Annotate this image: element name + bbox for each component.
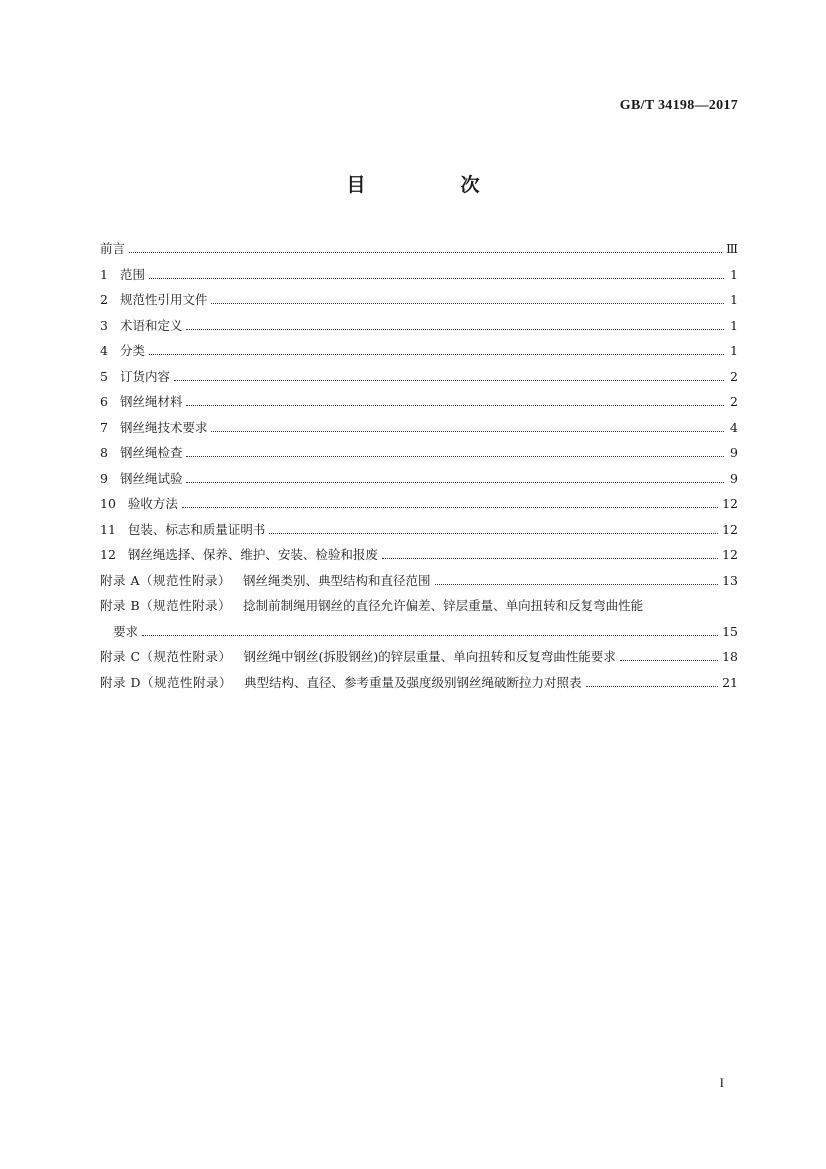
dot-leader — [586, 686, 719, 687]
toc-entry-label: 术语和定义 — [119, 317, 183, 333]
toc-entry-label: 捻制前制绳用钢丝的直径允许偏差、锌层重量、单向扭转和反复弯曲性能 — [243, 598, 644, 613]
table-of-contents — [100, 236, 738, 695]
toc-entry-page: 4 — [730, 419, 738, 435]
dot-leader — [620, 660, 718, 661]
toc-entry-label: 分类 — [119, 343, 145, 358]
toc-entry-page: 21 — [722, 674, 738, 690]
toc-entry-label: 规范性引用文件 — [119, 292, 208, 307]
toc-entry-2[interactable] — [100, 287, 738, 313]
toc-entry-page: 15 — [722, 623, 738, 639]
page-title: 目 次 — [346, 174, 518, 196]
dot-leader — [186, 329, 724, 330]
toc-entry-label: 钢丝绳材料 — [119, 394, 183, 409]
dot-leader — [382, 558, 718, 559]
dot-leader — [149, 354, 724, 355]
toc-entry-8[interactable] — [100, 440, 738, 466]
standard-code: GB/T 34198—2017 — [619, 98, 738, 113]
toc-entry-annex-d[interactable] — [100, 670, 738, 696]
toc-entry-page: 12 — [722, 521, 738, 537]
toc-entry-3[interactable] — [100, 313, 738, 339]
dot-leader — [211, 303, 724, 304]
toc-entry-annex-b-continued[interactable] — [100, 619, 738, 645]
dot-leader — [149, 278, 724, 279]
toc-entry-9[interactable] — [100, 466, 738, 492]
toc-entry-label: 前言 — [100, 241, 126, 256]
page-number: I — [719, 1075, 724, 1090]
toc-entry-number: 1 — [100, 266, 108, 282]
toc-entry-label: 钢丝绳类别、典型结构和直径范围 — [243, 572, 431, 588]
toc-entry-label: 典型结构、直径、参考重量及强度级别钢丝绳破断拉力对照表 — [244, 674, 582, 690]
annex-tag: 附录 B（规范性附录） — [100, 598, 232, 613]
toc-entry-page: 1 — [730, 343, 738, 358]
toc-entry-number: 3 — [100, 317, 108, 333]
toc-entry-label: 包装、标志和质量证明书 — [127, 521, 266, 537]
toc-entry-page: 2 — [730, 368, 738, 384]
toc-entry-annex-a[interactable] — [100, 568, 738, 594]
toc-entry-number: 9 — [100, 470, 108, 486]
annex-tag: 附录 C（规范性附录） — [100, 649, 232, 664]
dot-leader — [142, 635, 718, 636]
toc-entry-number: 11 — [100, 521, 116, 537]
toc-entry-label: 订货内容 — [119, 368, 170, 384]
toc-entry-number: 10 — [100, 496, 116, 511]
dot-leader — [129, 252, 722, 253]
toc-entry-12[interactable] — [100, 542, 738, 568]
toc-entry-label: 钢丝绳检查 — [119, 445, 183, 460]
toc-entry-label: 范围 — [119, 266, 145, 282]
toc-entry-10[interactable] — [100, 491, 738, 517]
toc-entry-7[interactable] — [100, 415, 738, 441]
toc-entry-annex-b[interactable] — [100, 593, 738, 619]
dot-leader — [186, 456, 724, 457]
toc-entry-label: 钢丝绳选择、保养、维护、安装、检验和报废 — [127, 547, 378, 562]
toc-entry-number: 7 — [100, 419, 108, 435]
toc-entry-page: 12 — [722, 547, 738, 562]
toc-entry-page: Ⅲ — [725, 241, 738, 256]
toc-entry-number: 4 — [100, 343, 108, 358]
toc-entry-number: 2 — [100, 292, 108, 307]
dot-leader — [174, 380, 724, 381]
toc-entry-page: 1 — [730, 266, 738, 282]
dot-leader — [269, 533, 718, 534]
toc-entry-number: 5 — [100, 368, 108, 384]
toc-entry-4[interactable] — [100, 338, 738, 364]
toc-entry-5[interactable] — [100, 364, 738, 390]
toc-entry-page: 1 — [730, 317, 738, 333]
toc-entry-page: 13 — [722, 572, 738, 588]
toc-entry-foreword[interactable] — [100, 236, 738, 262]
toc-entry-page: 18 — [722, 649, 738, 664]
dot-leader — [211, 431, 724, 432]
toc-entry-label-continued: 要求 — [113, 623, 139, 639]
dot-leader — [186, 482, 724, 483]
toc-entry-label: 钢丝绳中钢丝(拆股钢丝)的锌层重量、单向扭转和反复弯曲性能要求 — [243, 649, 616, 664]
toc-entry-page: 1 — [730, 292, 738, 307]
toc-entry-annex-c[interactable] — [100, 644, 738, 670]
toc-entry-11[interactable] — [100, 517, 738, 543]
annex-tag: 附录 A（规范性附录） — [100, 572, 232, 588]
toc-entry-number: 8 — [100, 445, 108, 460]
dot-leader — [435, 584, 719, 585]
annex-tag: 附录 D（规范性附录） — [100, 674, 232, 690]
toc-entry-page: 2 — [730, 394, 738, 409]
toc-entry-1[interactable] — [100, 262, 738, 288]
toc-entry-page: 9 — [730, 470, 738, 486]
toc-entry-number: 12 — [100, 547, 116, 562]
toc-entry-page: 12 — [722, 496, 738, 511]
toc-entry-6[interactable] — [100, 389, 738, 415]
toc-entry-label: 验收方法 — [127, 496, 178, 511]
dot-leader — [186, 405, 724, 406]
toc-entry-number: 6 — [100, 394, 108, 409]
toc-entry-label: 钢丝绳技术要求 — [119, 419, 208, 435]
toc-entry-label: 钢丝绳试验 — [119, 470, 183, 486]
toc-entry-page: 9 — [730, 445, 738, 460]
dot-leader — [182, 507, 718, 508]
